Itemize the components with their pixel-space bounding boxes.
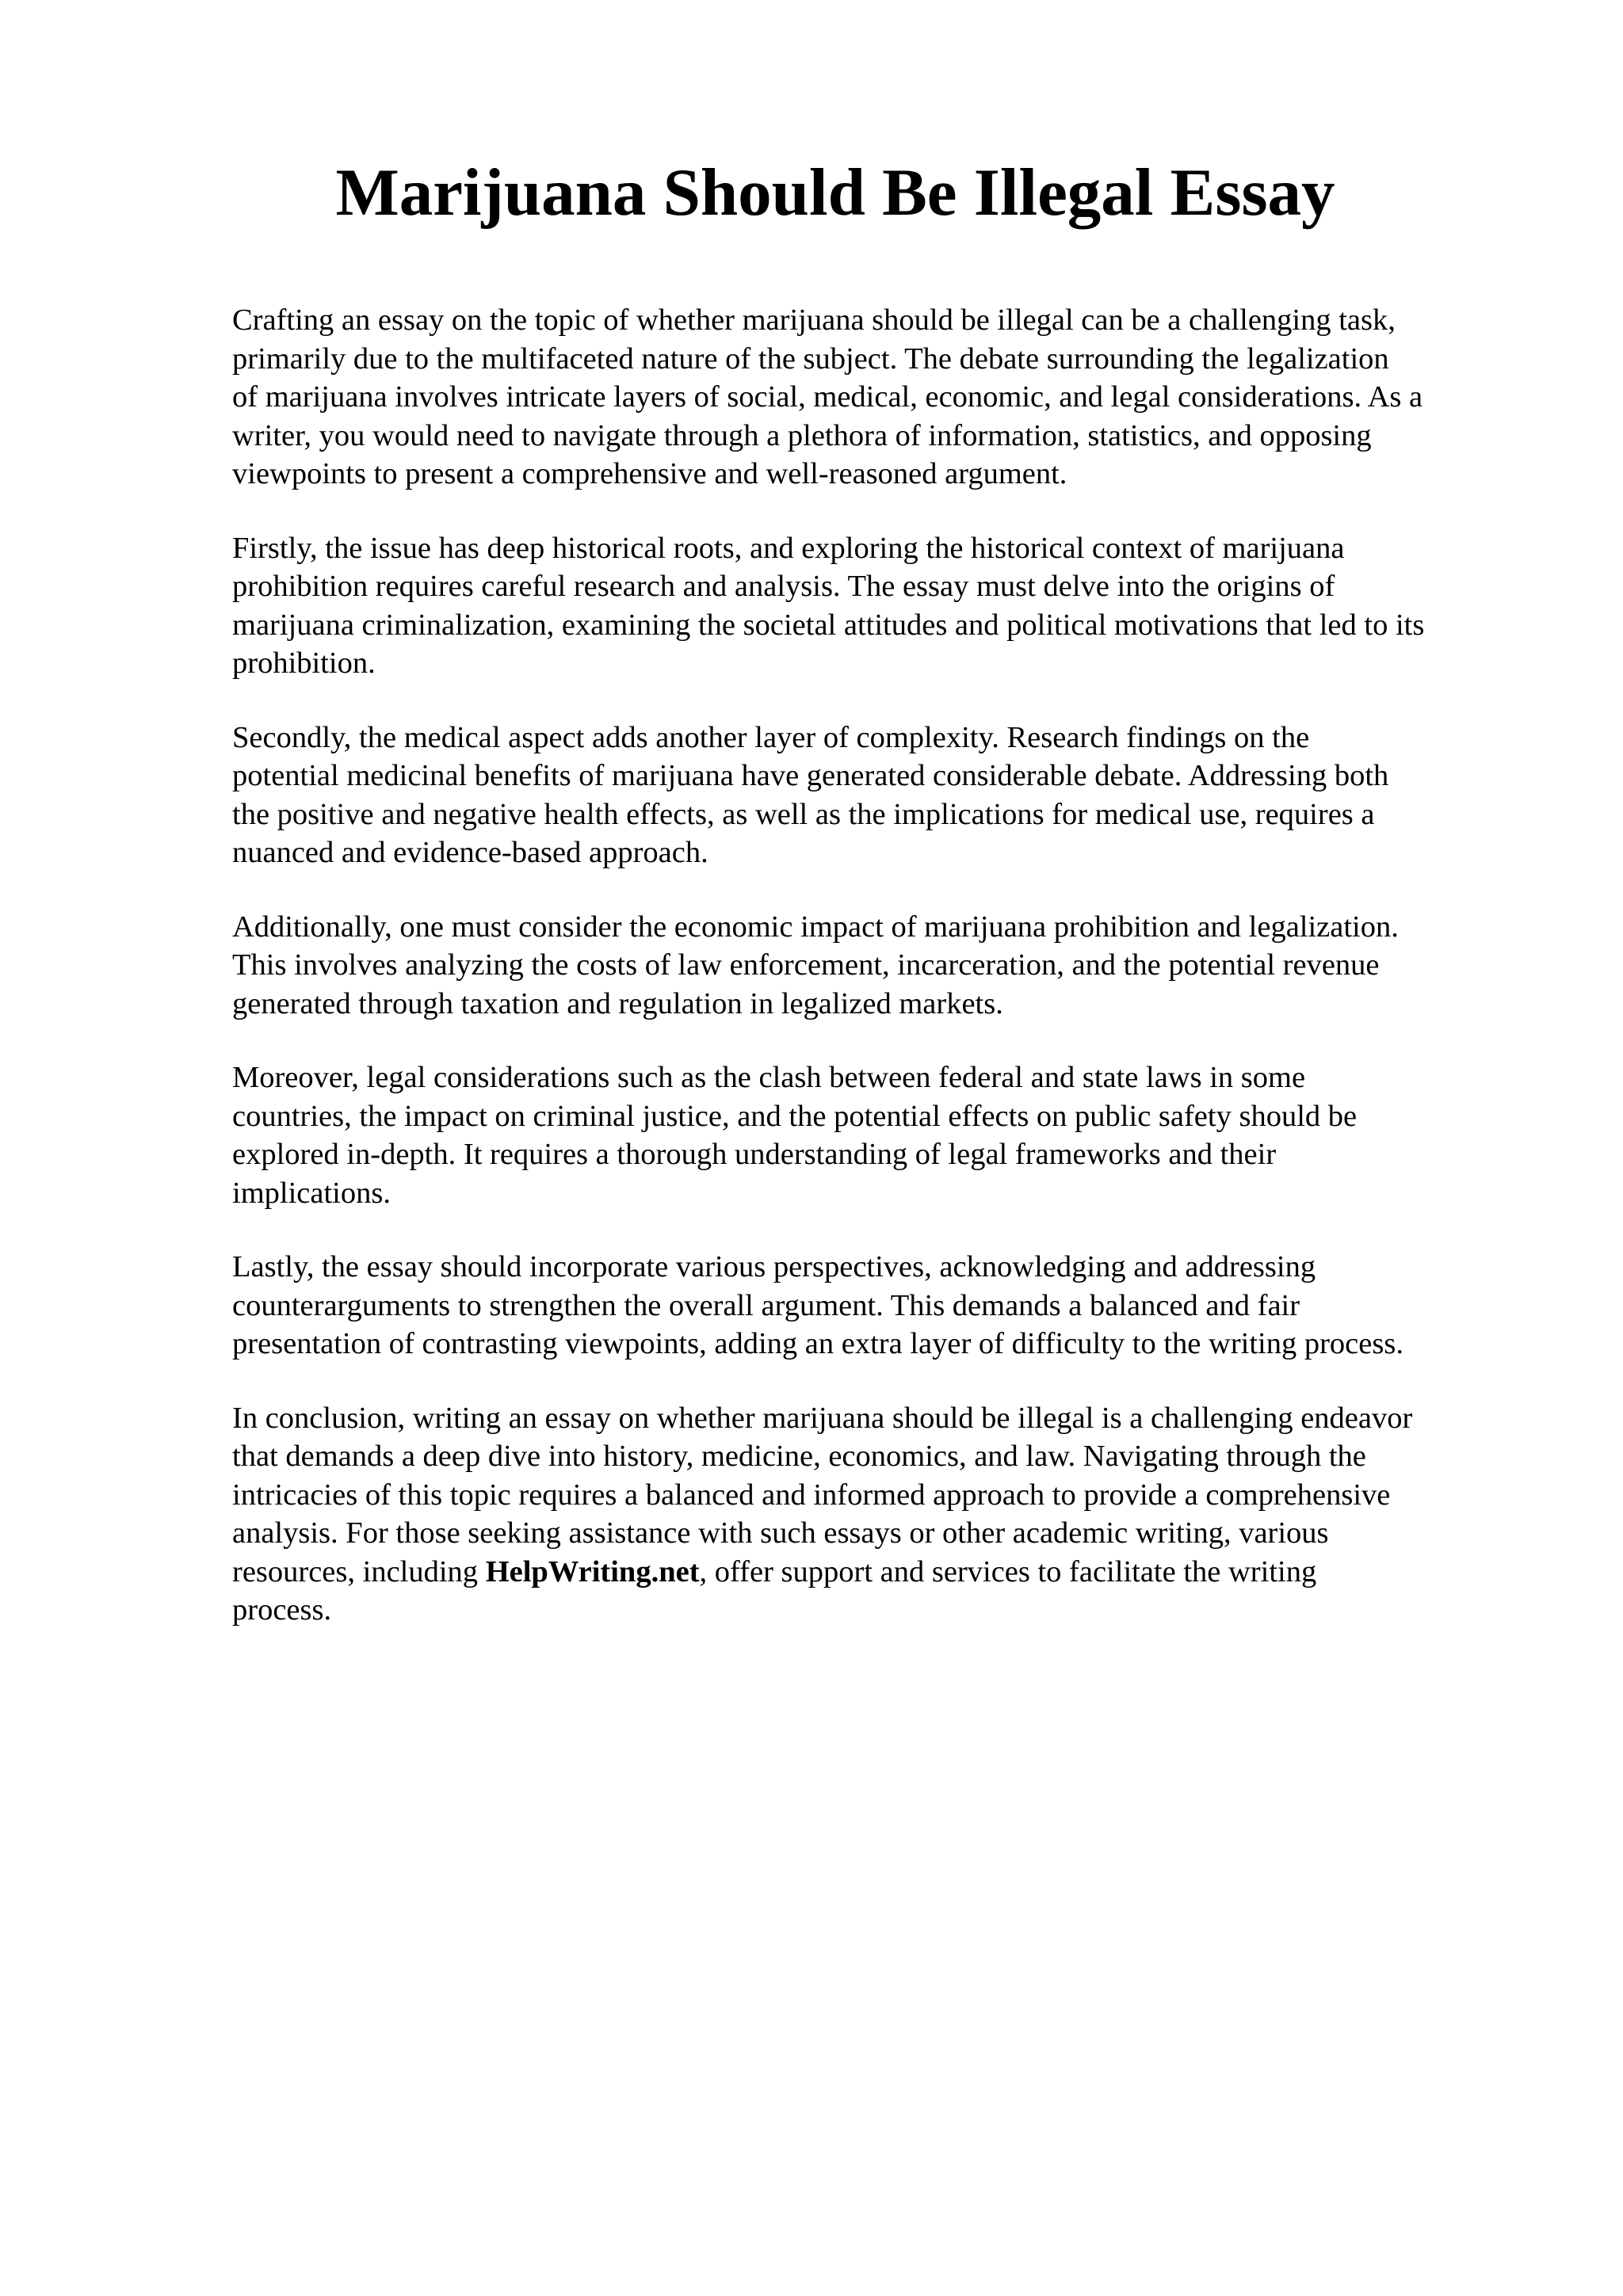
- text-line: Lastly, the essay should incorporate various perspectives, acknowledging and addressing: [232, 1250, 1316, 1283]
- paragraph-conclusion: [232, 1399, 1532, 1630]
- text-line: presentation of contrasting viewpoints, adding an extra layer of difficulty to the writing process.: [232, 1327, 1403, 1360]
- text-line: nuanced and evidence-based approach.: [232, 836, 708, 869]
- text-line: of marijuana involves intricate layers of social, medical, economic, and legal considerations. As a: [232, 380, 1423, 414]
- text-line: In conclusion, writing an essay on whether marijuana should be illegal is a challenging endeavor: [232, 1401, 1413, 1435]
- paragraph-1: [232, 301, 1532, 494]
- text-line: prohibition.: [232, 646, 376, 680]
- text-segment: , offer support and services to facilitate the writing: [699, 1554, 1317, 1589]
- text-line: Moreover, legal considerations such as the clash between federal and state laws in some: [232, 1061, 1306, 1094]
- page-title: Marijuana Should Be Illegal Essay: [335, 155, 1335, 230]
- text-line: Firstly, the issue has deep historical roots, and exploring the historical context of marijuana: [232, 531, 1345, 565]
- paragraph-3: [232, 719, 1532, 872]
- text-line: implications.: [232, 1176, 391, 1210]
- paragraph-5: [232, 1058, 1532, 1212]
- text-line: explored in-depth. It requires a thorough understanding of legal frameworks and their: [232, 1138, 1277, 1171]
- essay-body: [232, 301, 1532, 1665]
- text-line: process.: [232, 1593, 332, 1627]
- text-line: analysis. For those seeking assistance with such essays or other academic writing, various: [232, 1516, 1329, 1550]
- text-line: the positive and negative health effects, as well as the implications for medical use, requires a: [232, 797, 1375, 831]
- text-line: prohibition requires careful research and analysis. The essay must delve into the origins of: [232, 570, 1335, 603]
- text-segment: resources, including: [232, 1554, 486, 1589]
- paragraph-list: [232, 301, 1532, 1363]
- text-line: countries, the impact on criminal justice, and the potential effects on public safety should be: [232, 1099, 1358, 1133]
- text-line: generated through taxation and regulation in legalized markets.: [232, 986, 1003, 1020]
- text-line: marijuana criminalization, examining the societal attitudes and political motivations that led to its: [232, 608, 1425, 642]
- text-line: counterarguments to strengthen the overall argument. This demands a balanced and fair: [232, 1288, 1300, 1322]
- text-line: intricacies of this topic requires a balanced and informed approach to provide a comprehensive: [232, 1478, 1391, 1512]
- text-line: Secondly, the medical aspect adds another layer of complexity. Research findings on the: [232, 720, 1310, 754]
- text-line: Crafting an essay on the topic of whether marijuana should be illegal can be a challenging task,: [232, 303, 1396, 337]
- helpwriting-link[interactable]: HelpWriting.net: [485, 1554, 700, 1589]
- text-line: viewpoints to present a comprehensive and well-reasoned argument.: [232, 457, 1067, 490]
- text-line: potential medicinal benefits of marijuana have generated considerable debate. Addressing both: [232, 759, 1389, 792]
- paragraph-4: [232, 908, 1532, 1024]
- paragraph-2: [232, 529, 1532, 683]
- text-line: that demands a deep dive into history, medicine, economics, and law. Navigating through the: [232, 1440, 1366, 1473]
- text-line: Additionally, one must consider the economic impact of marijuana prohibition and legalization.: [232, 910, 1399, 944]
- text-line: primarily due to the multifaceted nature of the subject. The debate surrounding the legalization: [232, 341, 1389, 376]
- paragraph-6: [232, 1248, 1532, 1363]
- text-line: writer, you would need to navigate through a plethora of information, statistics, and opposing: [232, 418, 1372, 452]
- text-line: This involves analyzing the costs of law enforcement, incarceration, and the potential revenue: [232, 948, 1380, 982]
